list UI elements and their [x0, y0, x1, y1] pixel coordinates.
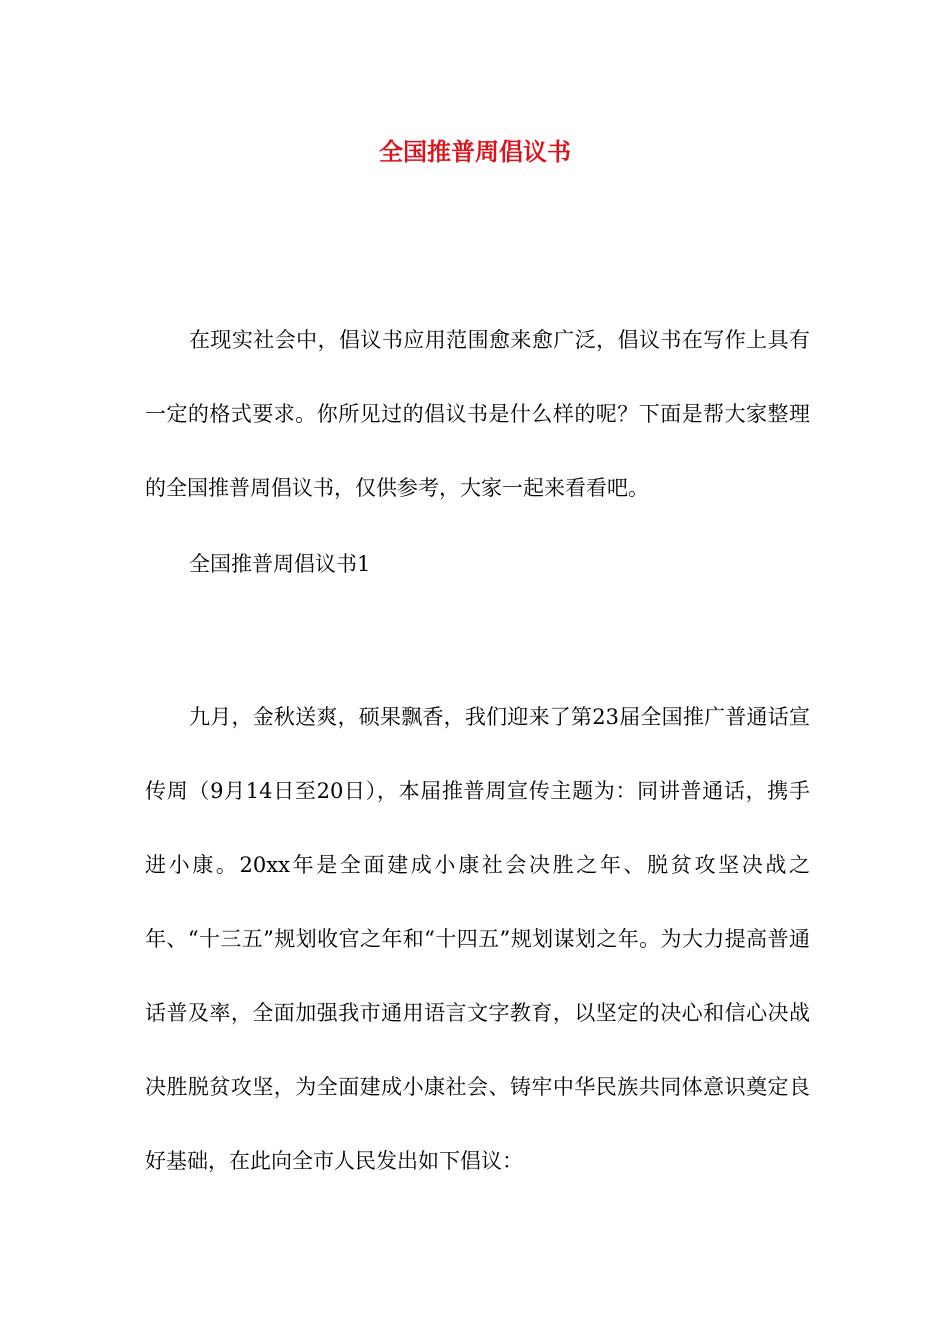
- section-heading: 全国推普周倡议书1: [189, 552, 371, 576]
- document-title: 全国推普周倡议书: [379, 137, 571, 166]
- body-paragraph: 九月，金秋送爽，硕果飘香，我们迎来了第23届全国推广普通话宣传周（9月14日至20日），本届推普周宣传主题为：同讲普通话，携手进小康。20xx年是全面建成小康社会决胜之年、脱贫攻坚决战之年、“十三五”规划收官之年和“十四五”规划谋划之年。为大力提高普通话普及率，全面加强我市通用语言文字教育，以坚定的决心和信心决战决胜脱贫攻坚，为全面建成小康社会、铸牢中华民族共同体意识奠定良好基础，在此向全市人民发出如下倡议：: [145, 705, 810, 1173]
- intro-paragraph: 在现实社会中，倡议书应用范围愈来愈广泛，倡议书在写作上具有一定的格式要求。你所见过的倡议书是什么样的呢？下面是帮大家整理的全国推普周倡议书，仅供参考，大家一起来看看吧。: [145, 328, 810, 500]
